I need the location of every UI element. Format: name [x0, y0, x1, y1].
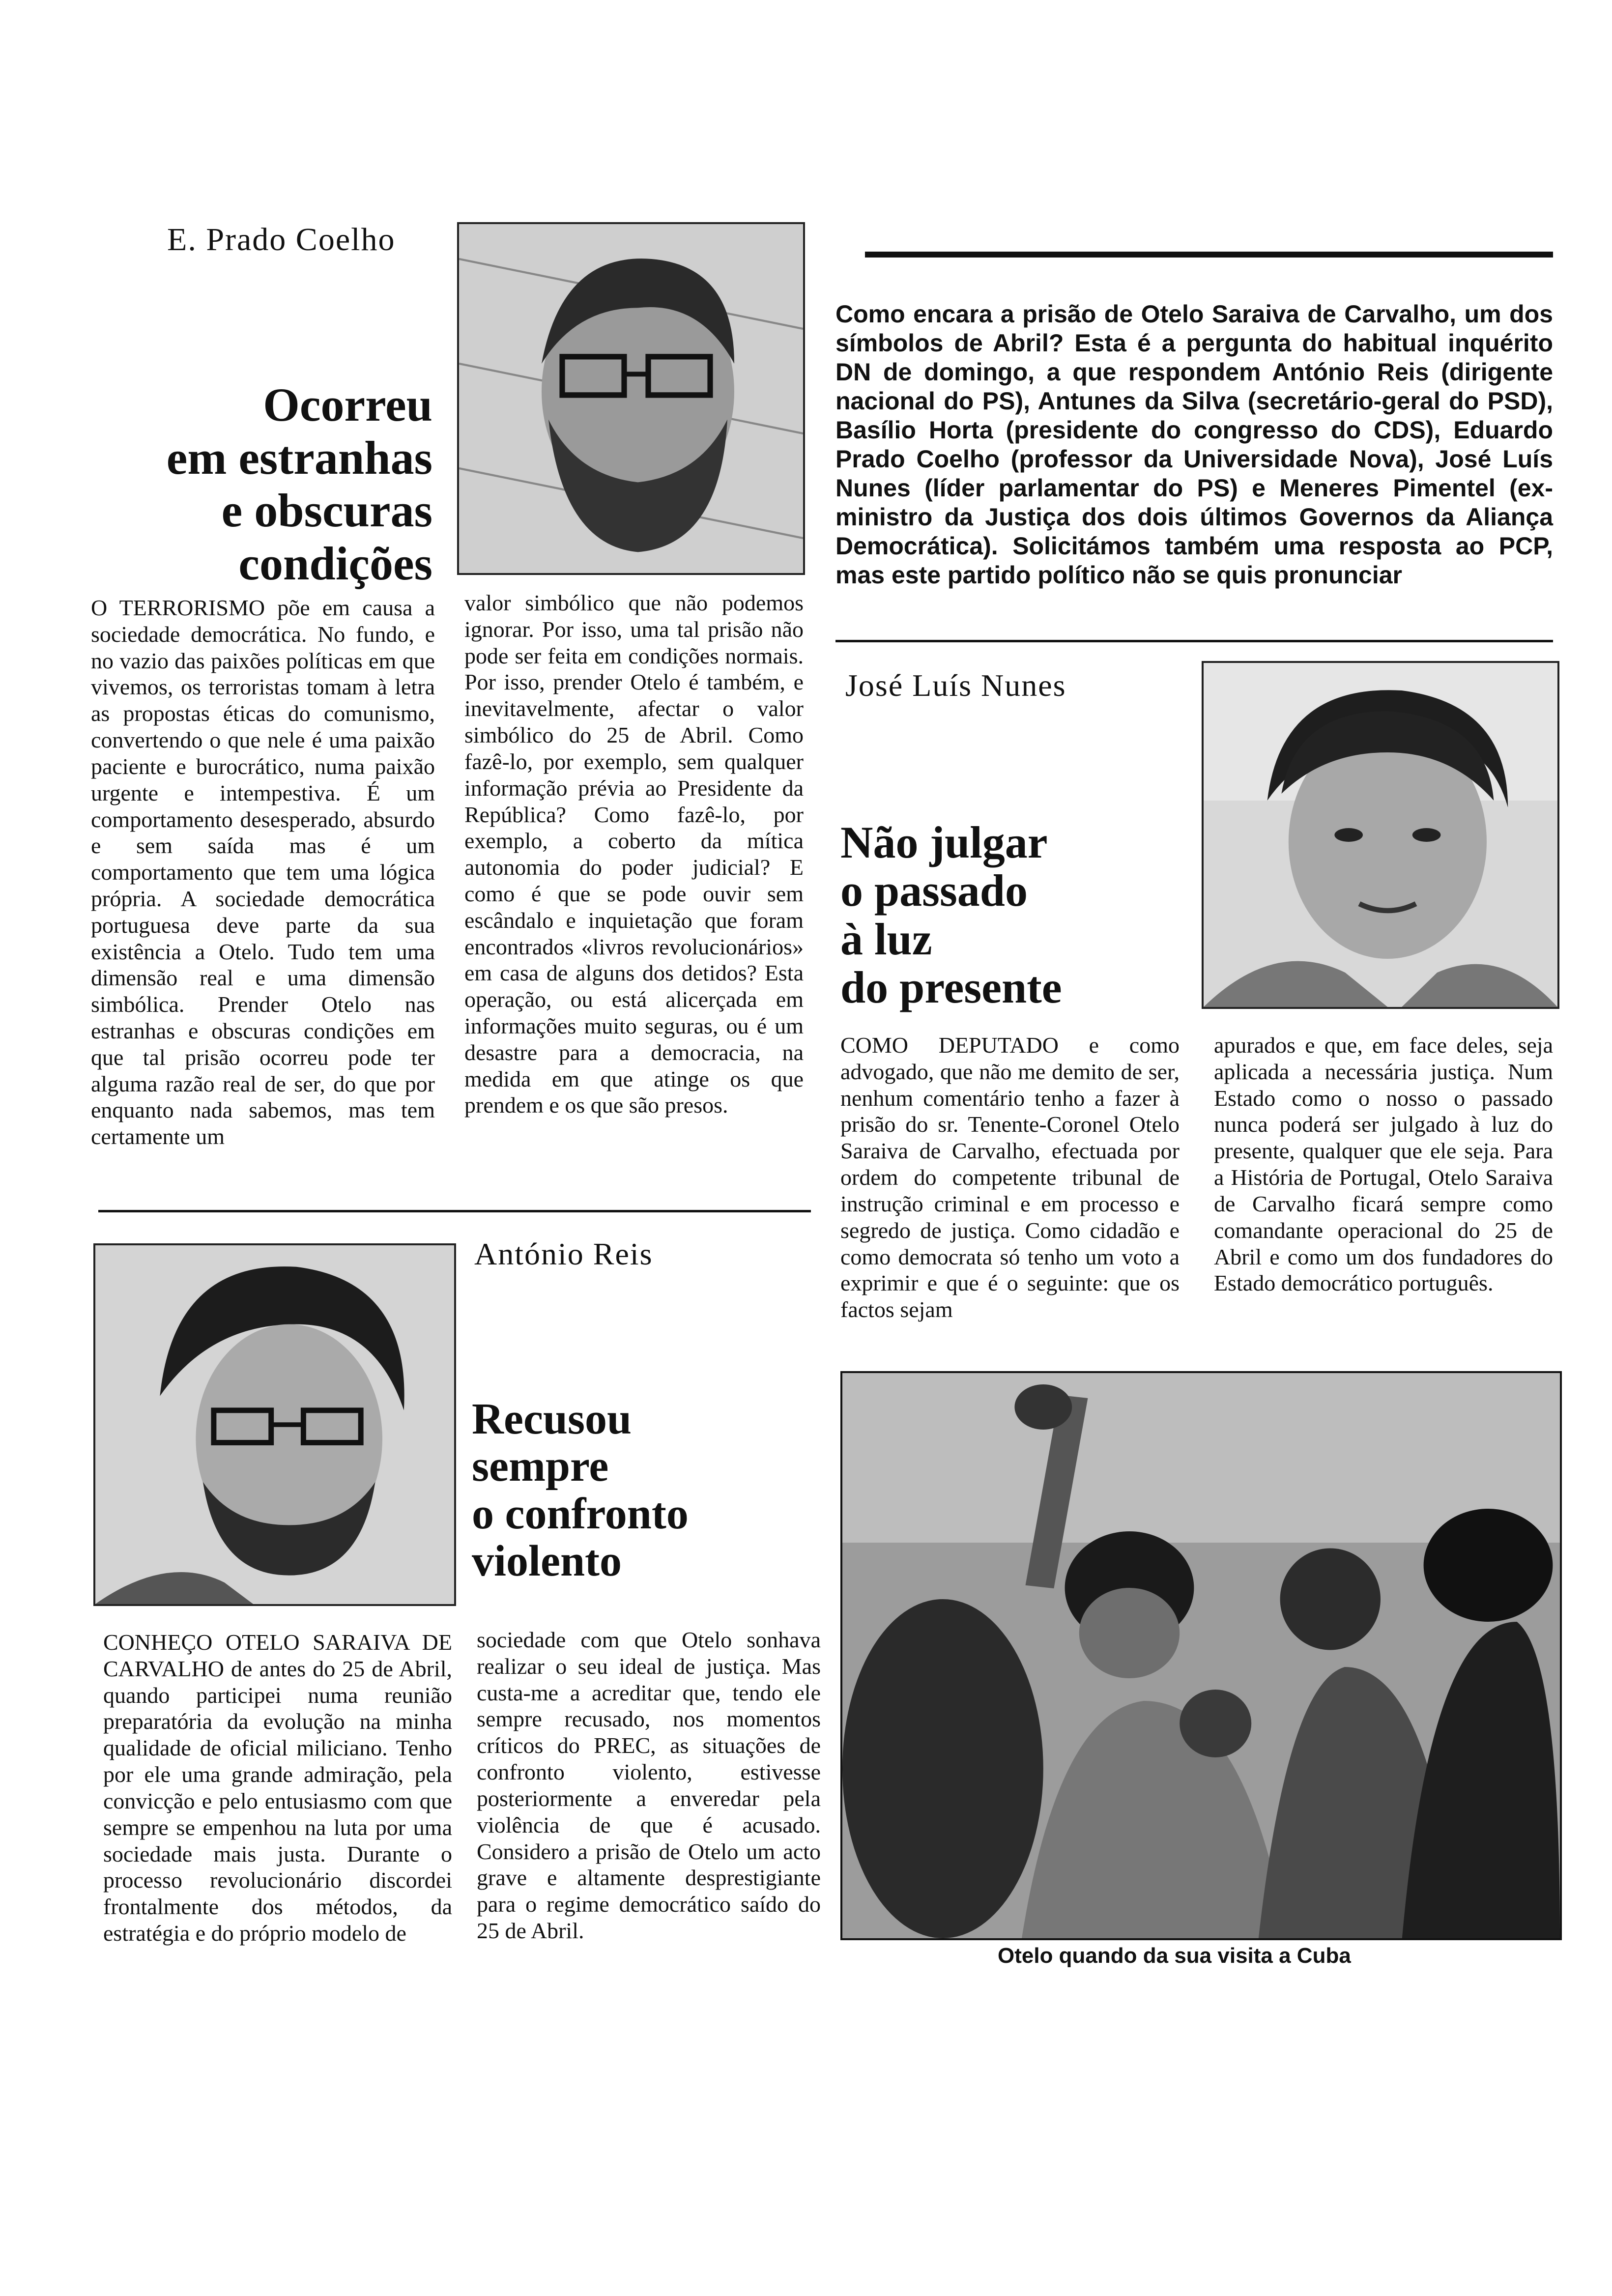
- headline-line: em estranhas: [166, 431, 432, 484]
- headline-line: sempre: [472, 1442, 609, 1491]
- photo-prado-coelho: [457, 222, 805, 575]
- intro-top-rule: [865, 252, 1553, 258]
- headline-nunes: [840, 818, 1062, 1012]
- article-text-col2: sociedade com que Otelo sonhava realizar o seu ideal de justiça. Mas custa-me a acreditar que, tendo ele sempre recusado, nos momentos críticos do PREC, as situações de confronto violento, estivesse posteriormente a enveredar pela violência de que é acusado. Considero a prisão de Otelo um acto grave e altamente desprestigiante para o regime democrático saído do 25 de Abril.: [477, 1627, 821, 1943]
- portrait-icon: [1204, 663, 1557, 1007]
- section-divider: [98, 1210, 811, 1212]
- photo-nunes: [1202, 661, 1559, 1009]
- byline-prado-coelho: E. Prado Coelho: [167, 222, 396, 258]
- article-text-col1: CONHEÇO OTELO SARAIVA DE CARVALHO de antes do 25 de Abril, quando participei numa reunião preparatória da evolução na minha qualidade de oficial miliciano. Tenho por ele uma grande admiração, pela convicção e pelo entusiasmo com que sempre se empenhou na luta por uma sociedade mais justa. Durante o processo revolucionário discordei frontalmente dos métodos, da estratégia e do próprio modelo de: [103, 1630, 452, 1946]
- photo-caption: Otelo quando da sua visita a Cuba: [998, 1944, 1351, 1968]
- article-text-col1: COMO DEPUTADO e como advogado, que não me demito de ser, nenhum comentário tenho a fazer à prisão do sr. Tenente-Coronel Otelo Saraiva de Carvalho, efectuada por ordem do competente tribunal de instrução criminal e em processo e segredo de justiça. Como cidadão e como democrata só tenho um voto a exprimir e que é o seguinte: que os factos sejam: [840, 1033, 1180, 1322]
- headline-line: Não julgar: [840, 817, 1048, 867]
- article-text-col2: valor simbólico que não podemos ignorar. Por isso, uma tal prisão não pode ser feita em condições normais. Por isso, prender Otelo é também, e inevitavelmente, afectar o valor simbólico do 25 de Abril. Como fazê-lo, por exemplo, sem qualquer informação prévia ao Presidente da República? Como fazê-lo, por exemplo, a coberto da mítica autonomia do poder judicial? E como é que se pode ouvir sem escândalo e inquietação que foram encontrados «livros revolucionários» em casa de alguns dos detidos? Esta operação, ou está alicerçada em informações muito seguras, ou é um desastre para a democracia, na medida em que atinge os que prendem e os que são presos.: [464, 590, 804, 1118]
- byline-reis: António Reis: [474, 1236, 653, 1271]
- crowd-photo-icon: [842, 1373, 1560, 1938]
- photo-otelo-cuba: [840, 1371, 1562, 1940]
- headline-prado-coelho: [88, 378, 432, 590]
- headline-line: o passado: [840, 865, 1028, 916]
- headline-line: o confronto: [472, 1489, 689, 1538]
- portrait-icon: [459, 224, 803, 573]
- headline-reis: [472, 1396, 689, 1585]
- intro-bottom-rule: [835, 640, 1553, 642]
- headline-line: Recusou: [472, 1395, 632, 1443]
- headline-line: e obscuras: [221, 484, 432, 537]
- article-text-col1: O TERRORISMO põe em causa a sociedade democrática. No fundo, e no vazio das paixões políticas em que vivemos, os terroristas tomam à letra as propostas éticas do comunismo, convertendo o que nele é uma paixão paciente e burocrático, numa paixão urgente e intempestiva. É um comportamento desesperado, absurdo e sem saída mas é um comportamento que tem uma lógica própria. A sociedade democrática portuguesa deve parte da sua existência a Otelo. Tudo tem uma dimensão real e uma dimensão simbólica. Prender Otelo nas estranhas e obscuras condições em que tal prisão ocorreu pode ter alguma razão real de ser, do que por enquanto nada sabemos, mas tem certamente um: [91, 595, 435, 1149]
- headline-line: à luz: [840, 914, 932, 964]
- byline-nunes: José Luís Nunes: [845, 668, 1066, 703]
- headline-line: do presente: [840, 962, 1062, 1013]
- headline-line: Ocorreu: [263, 378, 432, 431]
- headline-line: violento: [472, 1536, 622, 1585]
- headline-line: condições: [238, 537, 432, 590]
- intro-text: Como encara a prisão de Otelo Saraiva de Carvalho, um dos símbolos de Abril? Esta é a pergunta do habitual inquérito DN de domingo, a que respondem António Reis (dirigente nacional do PS), Antunes da Silva (secretário-geral do PSD), Basílio Horta (presidente do congresso do CDS), Eduardo Prado Coelho (professor da Universidade Nova), José Luís Nunes (líder parlamentar do PS) e Meneres Pimentel (ex-ministro da Justiça dos dois últimos Governos da Aliança Democrática). Solicitámos também uma resposta ao PCP, mas este partido político não se quis pronunciar: [835, 300, 1553, 589]
- portrait-icon: [95, 1245, 454, 1604]
- article-text-col2: apurados e que, em face deles, seja aplicada a necessária justiça. Num Estado como o nosso o passado nunca poderá ser julgado à luz do presente, qualquer que ele seja. Para a História de Portugal, Otelo Saraiva de Carvalho ficará sempre como comandante operacional do 25 de Abril e como um dos fundadores do Estado democrático português.: [1214, 1033, 1553, 1296]
- photo-reis: [93, 1243, 456, 1606]
